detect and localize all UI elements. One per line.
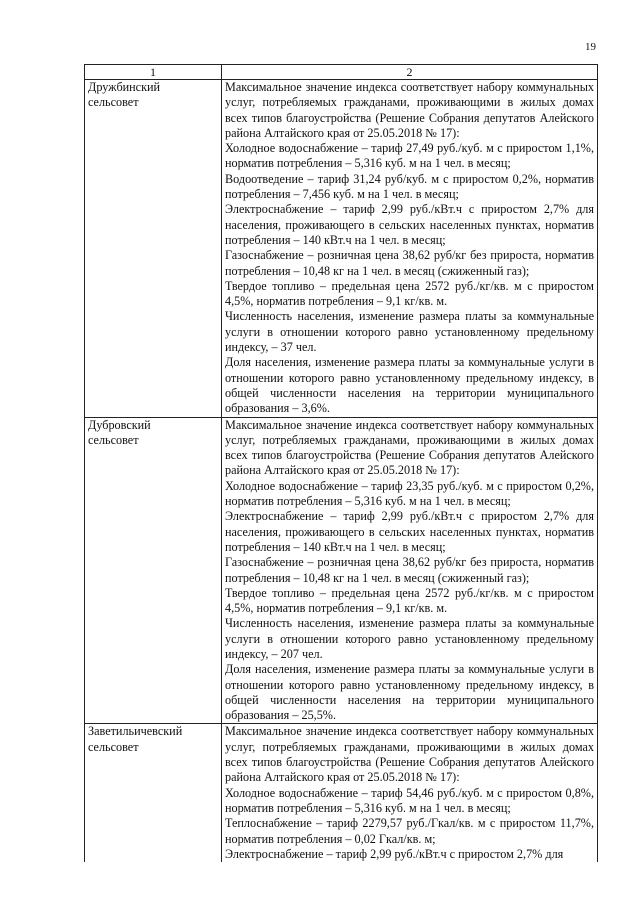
solid-fuel-paragraph: Твердое топливо – предельная цена 2572 руб./кг/кв. м с приростом 4,5%, норматив потребления – 9,1 кг/кв. м.	[225, 278, 594, 309]
table-row-zavetilyichevsky	[85, 724, 598, 862]
table-row-dubrovsky	[85, 417, 598, 724]
gas-paragraph: Газоснабжение – розничная цена 38,62 руб/кг без прироста, норматив потребления – 10,48 кг на 1 чел. в месяц (сжиженный газ);	[225, 248, 594, 278]
population-count-paragraph: Численность населения, изменение размера платы за коммунальные услуги в отношении которого равно установленному предельному индексу, – 37 чел.	[225, 309, 594, 355]
table-row-druzhbinsky	[85, 80, 598, 418]
municipal-index-table	[84, 64, 598, 862]
index-intro-paragraph: Максимальное значение индекса соответствует набору коммунальных услуг, потребляемых гражданами, проживающими в жилых домах всех типов благоустройства (Решение Собрания депутатов Алейского района Алтайского края от 25.05.2018 № 17):	[225, 80, 594, 140]
index-intro-paragraph: Максимальное значение индекса соответствует набору коммунальных услуг, потребляемых гражданами, проживающими в жилых домах всех типов благоустройства (Решение Собрания депутатов Алейского района Алтайского края от 25.05.2018 № 17):	[225, 417, 594, 478]
cold-water-paragraph: Холодное водоснабжение – тариф 27,49 руб./куб. м с приростом 1,1%, норматив потребления – 5,316 куб. м на 1 чел. в месяц;	[225, 141, 594, 171]
municipality-name: Заветильичевский сельсовет	[85, 724, 222, 862]
gas-paragraph: Газоснабжение – розничная цена 38,62 руб/кг без прироста, норматив потребления – 10,48 кг на 1 чел. в месяц (сжиженный газ);	[225, 555, 594, 585]
table-header-row	[85, 65, 598, 80]
electricity-paragraph: Электроснабжение – тариф 2,99 руб./кВт.ч с приростом 2,7% для	[225, 846, 564, 861]
indicator-text	[222, 417, 598, 724]
electricity-paragraph: Электроснабжение – тариф 2,99 руб./кВт.ч с приростом 2,7% для населения, проживающего в сельских населенных пунктах, норматив потребления – 140 кВт.ч на 1 чел. в месяц;	[225, 202, 594, 247]
page-number: 19	[585, 41, 596, 53]
solid-fuel-paragraph: Твердое топливо – предельная цена 2572 руб./кг/кв. м с приростом 4,5%, норматив потребления – 9,1 кг/кв. м.	[225, 585, 594, 616]
electricity-paragraph: Электроснабжение – тариф 2,99 руб./кВт.ч с приростом 2,7% для населения, проживающего в сельских населенных пунктах, норматив потребления – 140 кВт.ч на 1 чел. в месяц;	[225, 509, 594, 554]
index-intro-paragraph: Максимальное значение индекса соответствует набору коммунальных услуг, потребляемых гражданами, проживающими в жилых домах всех типов благоустройства (Решение Собрания депутатов Алейского района Алтайского края от 25.05.2018 № 17):	[225, 724, 594, 785]
population-share-paragraph: Доля населения, изменение размера платы за коммунальные услуги в отношении которого равно установленному предельному индексу, в общей численности населения на территории муниципального образования – 3,6%.	[225, 355, 594, 416]
cold-water-paragraph: Холодное водоснабжение – тариф 23,35 руб./куб. м с приростом 0,2%, норматив потребления – 5,316 куб. м на 1 чел. в месяц;	[225, 478, 594, 509]
column-header-1: 1	[85, 65, 222, 80]
column-header-2: 2	[222, 65, 598, 80]
municipality-name: Дружбинский сельсовет	[85, 80, 222, 418]
cold-water-paragraph: Холодное водоснабжение – тариф 54,46 руб./куб. м с приростом 0,8%, норматив потребления – 5,316 куб. м на 1 чел. в месяц;	[225, 785, 594, 815]
indicator-text	[222, 80, 598, 418]
indicator-text	[222, 724, 598, 862]
population-count-paragraph: Численность населения, изменение размера платы за коммунальные услуги в отношении которого равно установленному предельному индексу, – 207 чел.	[225, 616, 594, 661]
sewerage-paragraph: Водоотведение – тариф 31,24 руб/куб. м с приростом 0,2%, норматив потребления – 7,456 куб. м на 1 чел. в месяц;	[225, 171, 594, 202]
municipality-name: Дубровский сельсовет	[85, 417, 222, 724]
heating-paragraph: Теплоснабжение – тариф 2279,57 руб./Гкал/кв. м с приростом 11,7%, норматив потребления – 0,02 Гкал/кв. м;	[225, 816, 594, 846]
population-share-paragraph: Доля населения, изменение размера платы за коммунальные услуги в отношении которого равно установленному предельному индексу, в общей численности населения на территории муниципального образования – 25,5%.	[225, 662, 594, 723]
